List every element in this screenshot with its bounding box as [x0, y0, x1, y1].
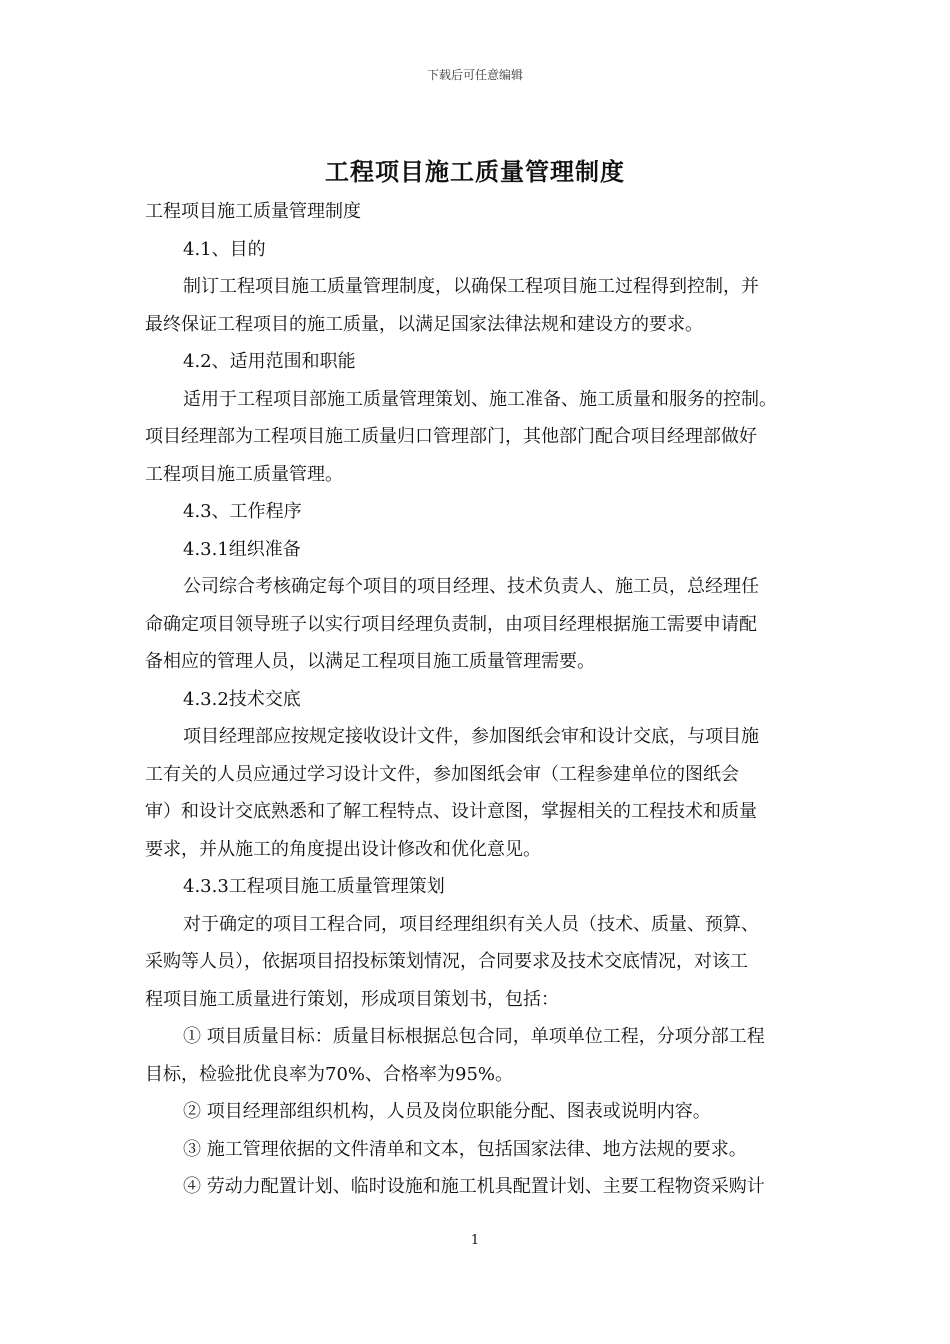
body-line: 命确定项目领导班子以实行项目经理负责制，由项目经理根据施工需要申请配	[145, 613, 757, 635]
header-note: 下载后可任意编辑	[426, 68, 523, 82]
body-line: 4.1、目的	[183, 238, 266, 260]
document-body	[145, 193, 810, 1206]
body-line: 工程项目施工质量管理。	[145, 463, 343, 485]
body-line: 适用于工程项目部施工质量管理策划、施工准备、施工质量和服务的控制。	[183, 388, 777, 410]
body-line: ④ 劳动力配置计划、临时设施和施工机具配置计划、主要工程物资采购计	[183, 1176, 765, 1197]
body-line: 对于确定的项目工程合同，项目经理组织有关人员（技术、质量、预算、	[183, 913, 759, 935]
body-line: 4.2、适用范围和职能	[183, 351, 356, 372]
body-line: 备相应的管理人员，以满足工程项目施工质量管理需要。	[145, 651, 595, 672]
body-line: 项目经理部为工程项目施工质量归口管理部门，其他部门配合项目经理部做好	[145, 426, 757, 447]
body-line: 审）和设计交底熟悉和了解工程特点、设计意图，掌握相关的工程技术和质量	[145, 801, 757, 822]
body-line: 4.3、工作程序	[183, 501, 302, 522]
page-number: 1	[470, 1233, 480, 1248]
body-line: ② 项目经理部组织机构，人员及岗位职能分配、图表或说明内容。	[183, 1101, 711, 1122]
body-line: 要求，并从施工的角度提出设计修改和优化意见。	[145, 838, 541, 860]
body-line: 4.3.2技术交底	[183, 688, 301, 710]
body-line: 公司综合考核确定每个项目的项目经理、技术负责人、施工员，总经理任	[183, 576, 759, 597]
body-line: ① 项目质量目标：质量目标根据总包合同，单项单位工程，分项分部工程	[183, 1026, 765, 1047]
document-title: 工程项目施工质量管理制度	[325, 157, 625, 186]
body-line: 4.3.1组织准备	[183, 538, 301, 560]
body-line: ③ 施工管理依据的文件清单和文本，包括国家法律、地方法规的要求。	[183, 1138, 747, 1160]
body-line: 采购等人员），依据项目招投标策划情况，合同要求及技术交底情况，对该工	[145, 951, 748, 972]
body-line: 工程项目施工质量管理制度	[145, 201, 361, 222]
body-line: 程项目施工质量进行策划，形成项目策划书，包括：	[145, 988, 559, 1010]
body-line: 目标，检验批优良率为70%、合格率为95%。	[145, 1063, 514, 1085]
body-line: 最终保证工程项目的施工质量，以满足国家法律法规和建设方的要求。	[145, 313, 703, 335]
body-line: 4.3.3工程项目施工质量管理策划	[183, 876, 445, 897]
body-line: 项目经理部应按规定接收设计文件，参加图纸会审和设计交底，与项目施	[183, 726, 759, 747]
body-line: 工有关的人员应通过学习设计文件，参加图纸会审（工程参建单位的图纸会	[145, 763, 739, 785]
body-line: 制订工程项目施工质量管理制度，以确保工程项目施工过程得到控制，并	[183, 276, 759, 297]
